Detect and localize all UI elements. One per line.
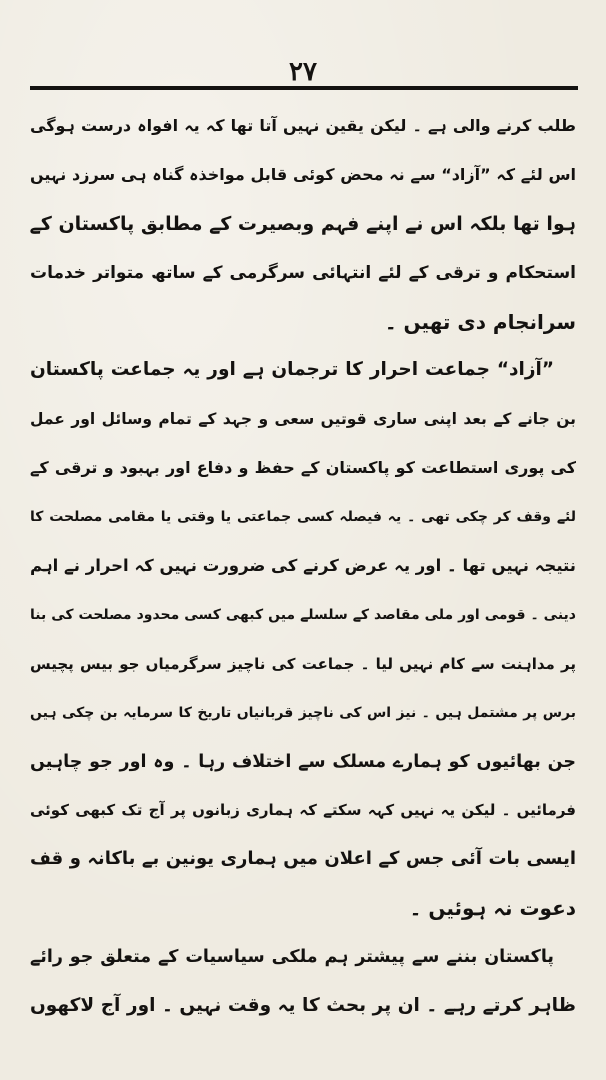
text-line: دعوت نہ ہوئیں ۔ — [409, 896, 576, 921]
text-line: ”آزاد“ جماعت احرار کا ترجمان ہے اور یہ جماعت پاکستان — [30, 359, 554, 381]
text-line: جن بھائیوں کو ہمارے مسلک سے اختلاف رہا ۔ وہ اور جو چاہیں — [30, 751, 576, 772]
text-line: برس پر مشتمل ہیں ۔ نیز اس کی ناچیز قربانیاں تاریخ کا سرمایہ بن چکی ہیں — [30, 704, 576, 721]
text-line: دینی ۔ قومی اور ملی مقاصد کے سلسلے میں کبھی کسی محدود مصلحت کی بنا — [30, 606, 576, 623]
text-line: لئے وقف کر چکی تھی ۔ یہ فیصلہ کسی جماعتی یا وقتی یا مقامی مصلحت کا — [30, 509, 576, 526]
text-line: سرانجام دی تھیں ۔ — [384, 309, 576, 334]
text-line: استحکام و ترقی کے لئے انتہائی سرگرمی کے ساتھ متواتر خدمات — [30, 262, 576, 283]
text-line: ہوا تھا بلکہ اس نے اپنے فہم وبصیرت کے مطابق پاکستان کے — [30, 212, 576, 235]
body-text — [30, 102, 576, 1031]
text-line: کی پوری استطاعت کو پاکستان کے حفظ و دفاع اور بہبود و ترقی کے — [30, 458, 576, 478]
text-line: پر مداہنت سے کام نہیں لیا ۔ جماعت کی ناچیز سرگرمیاں جو بیس پچیس — [30, 654, 576, 673]
text-line: پاکستان بننے سے پیشتر ہم ملکی سیاسیات کے متعلق جو رائے — [30, 947, 554, 968]
text-line: بن جانے کے بعد اپنی ساری قوتیں سعی و جہد کے تمام وسائل اور عمل — [30, 410, 576, 429]
text-line: ظاہر کرتے رہے ۔ ان پر بحث کا یہ وقت نہیں ۔ اور آج لاکھوں — [30, 995, 576, 1017]
text-line: طلب کرنے والی ہے ۔ لیکن یقین نہیں آتا تھا کہ یہ افواہ درست ہوگی — [30, 116, 576, 135]
text-line: ایسی بات آئی جس کے اعلان میں ہماری یونین بے باکانہ و قف — [30, 848, 576, 870]
page-number: ۲۷ — [289, 57, 317, 87]
text-line: فرمائیں ۔ لیکن یہ نہیں کہہ سکتے کہ ہماری زبانوں پر آج تک کبھی کوئی — [30, 801, 576, 820]
text-line: اس لئے کہ ”آزاد“ سے نہ محض کوئی قابل مواخذہ گناہ ہی سرزد نہیں — [30, 164, 576, 184]
header-rule — [30, 86, 578, 90]
text-line: نتیجہ نہیں تھا ۔ اور یہ عرض کرنے کی ضرورت نہیں کہ احرار نے اہم — [30, 556, 576, 576]
